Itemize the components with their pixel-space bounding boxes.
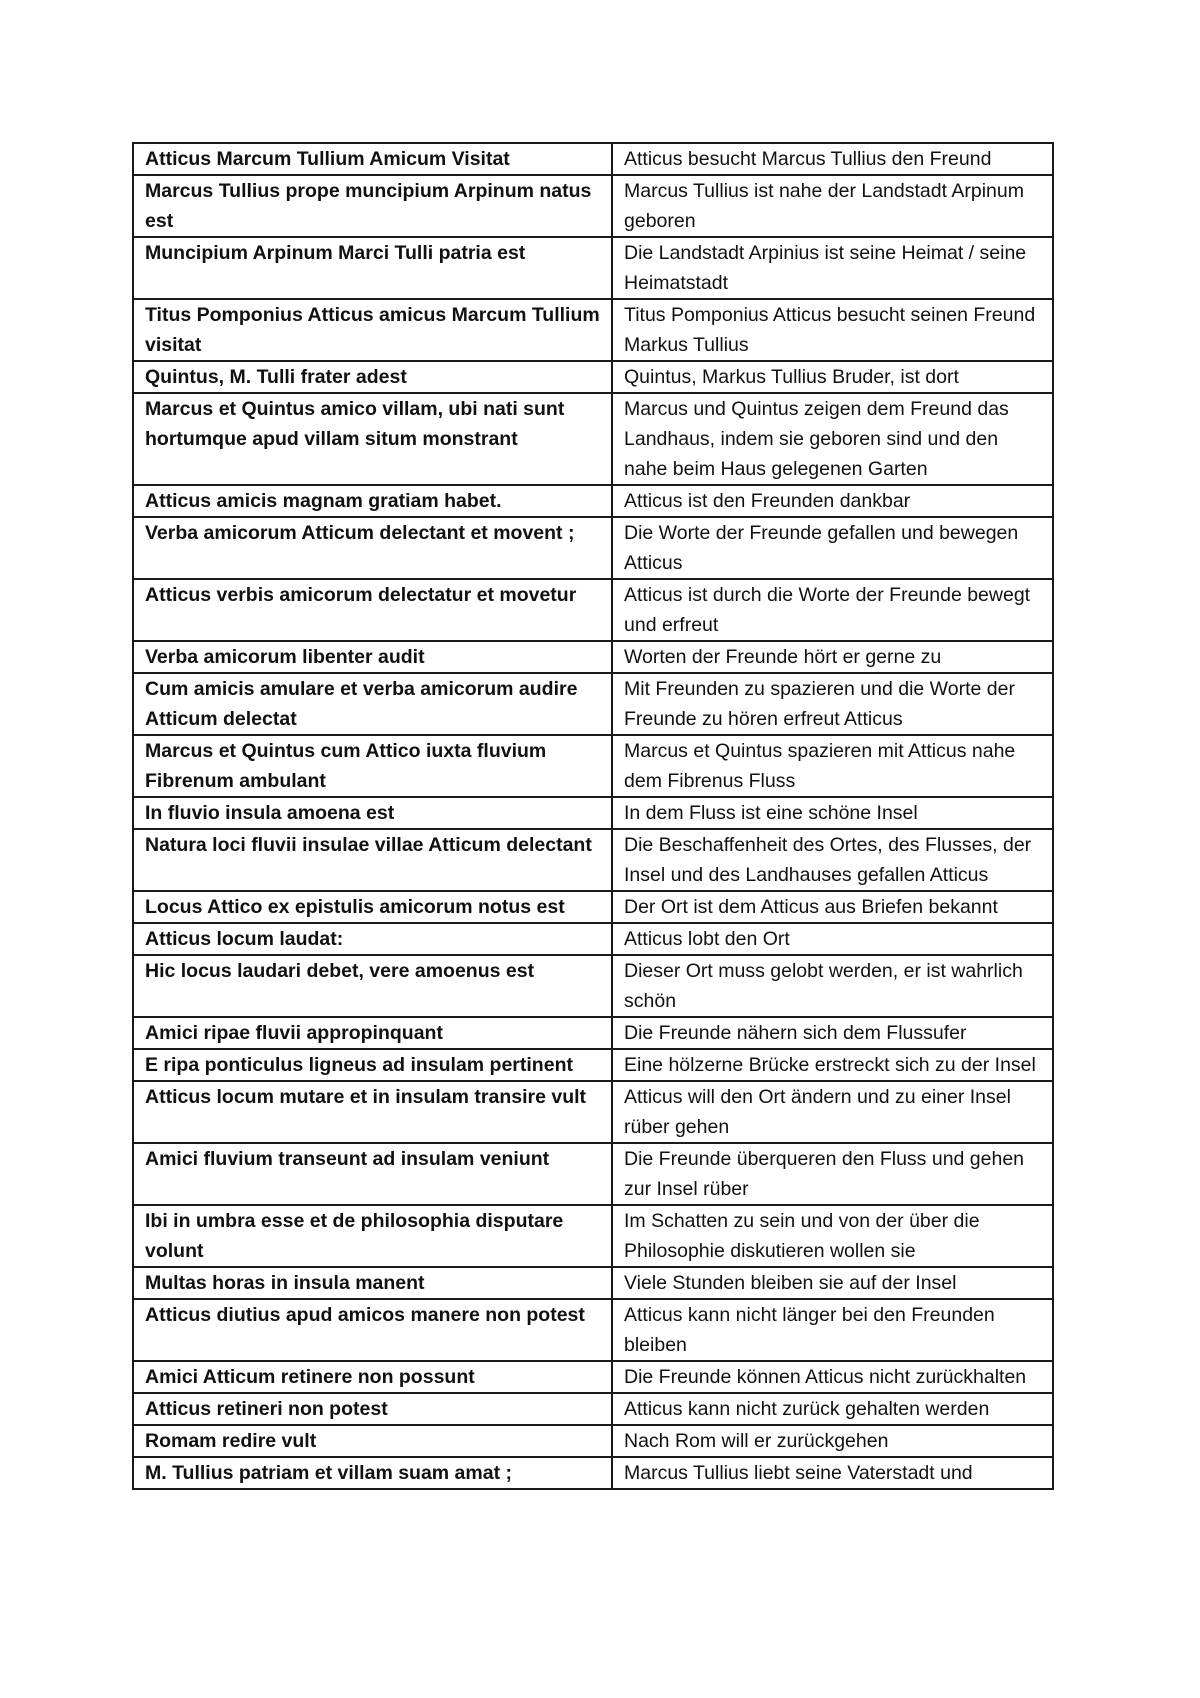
latin-cell: Atticus locum mutare et in insulam transire vult: [133, 1081, 612, 1143]
table-row: [133, 1425, 1053, 1457]
latin-cell: Atticus retineri non potest: [133, 1393, 612, 1425]
latin-cell: Atticus locum laudat:: [133, 923, 612, 955]
german-cell: Die Freunde nähern sich dem Flussufer: [612, 1017, 1053, 1049]
table-row: [133, 1267, 1053, 1299]
latin-cell: Amici Atticum retinere non possunt: [133, 1361, 612, 1393]
latin-cell: Romam redire vult: [133, 1425, 612, 1457]
german-cell: Marcus Tullius liebt seine Vaterstadt und: [612, 1457, 1053, 1489]
latin-cell: Quintus, M. Tulli frater adest: [133, 361, 612, 393]
german-cell: Die Freunde können Atticus nicht zurückhalten: [612, 1361, 1053, 1393]
latin-cell: Verba amicorum libenter audit: [133, 641, 612, 673]
table-row: [133, 1049, 1053, 1081]
german-cell: Quintus, Markus Tullius Bruder, ist dort: [612, 361, 1053, 393]
table-row: [133, 143, 1053, 175]
table-row: [133, 299, 1053, 361]
table-row: [133, 1017, 1053, 1049]
table-row: [133, 891, 1053, 923]
table-row: [133, 1299, 1053, 1361]
german-cell: Die Landstadt Arpinius ist seine Heimat / seine Heimatstadt: [612, 237, 1053, 299]
german-cell: Atticus lobt den Ort: [612, 923, 1053, 955]
latin-cell: Marcus et Quintus cum Attico iuxta fluvium Fibrenum ambulant: [133, 735, 612, 797]
german-cell: Der Ort ist dem Atticus aus Briefen bekannt: [612, 891, 1053, 923]
table-row: [133, 735, 1053, 797]
german-cell: In dem Fluss ist eine schöne Insel: [612, 797, 1053, 829]
latin-cell: E ripa ponticulus ligneus ad insulam pertinent: [133, 1049, 612, 1081]
latin-cell: Amici fluvium transeunt ad insulam veniunt: [133, 1143, 612, 1205]
table-row: [133, 393, 1053, 485]
latin-cell: Atticus verbis amicorum delectatur et movetur: [133, 579, 612, 641]
table-row: [133, 1457, 1053, 1489]
german-cell: Titus Pomponius Atticus besucht seinen Freund Markus Tullius: [612, 299, 1053, 361]
table-row: [133, 641, 1053, 673]
table-row: [133, 175, 1053, 237]
german-cell: Atticus kann nicht länger bei den Freunden bleiben: [612, 1299, 1053, 1361]
german-cell: Die Beschaffenheit des Ortes, des Flusses, der Insel und des Landhauses gefallen Atticus: [612, 829, 1053, 891]
latin-cell: Ibi in umbra esse et de philosophia disputare volunt: [133, 1205, 612, 1267]
german-cell: Atticus ist den Freunden dankbar: [612, 485, 1053, 517]
german-cell: Marcus et Quintus spazieren mit Atticus nahe dem Fibrenus Fluss: [612, 735, 1053, 797]
german-cell: Atticus will den Ort ändern und zu einer Insel rüber gehen: [612, 1081, 1053, 1143]
translation-table-body: [133, 143, 1053, 1489]
latin-cell: Atticus diutius apud amicos manere non potest: [133, 1299, 612, 1361]
table-row: [133, 237, 1053, 299]
latin-cell: Marcus Tullius prope muncipium Arpinum natus est: [133, 175, 612, 237]
latin-cell: Muncipium Arpinum Marci Tulli patria est: [133, 237, 612, 299]
latin-cell: Hic locus laudari debet, vere amoenus est: [133, 955, 612, 1017]
table-row: [133, 517, 1053, 579]
latin-cell: Atticus Marcum Tullium Amicum Visitat: [133, 143, 612, 175]
latin-cell: Multas horas in insula manent: [133, 1267, 612, 1299]
german-cell: Die Freunde überqueren den Fluss und gehen zur Insel rüber: [612, 1143, 1053, 1205]
latin-cell: M. Tullius patriam et villam suam amat ;: [133, 1457, 612, 1489]
latin-cell: Verba amicorum Atticum delectant et movent ;: [133, 517, 612, 579]
table-row: [133, 485, 1053, 517]
table-row: [133, 1393, 1053, 1425]
latin-cell: Titus Pomponius Atticus amicus Marcum Tullium visitat: [133, 299, 612, 361]
table-row: [133, 829, 1053, 891]
table-row: [133, 673, 1053, 735]
german-cell: Im Schatten zu sein und von der über die Philosophie diskutieren wollen sie: [612, 1205, 1053, 1267]
latin-cell: Natura loci fluvii insulae villae Atticum delectant: [133, 829, 612, 891]
table-row: [133, 579, 1053, 641]
table-row: [133, 955, 1053, 1017]
table-row: [133, 797, 1053, 829]
table-row: [133, 1205, 1053, 1267]
latin-cell: Atticus amicis magnam gratiam habet.: [133, 485, 612, 517]
latin-cell: Cum amicis amulare et verba amicorum audire Atticum delectat: [133, 673, 612, 735]
german-cell: Atticus besucht Marcus Tullius den Freund: [612, 143, 1053, 175]
german-cell: Mit Freunden zu spazieren und die Worte der Freunde zu hören erfreut Atticus: [612, 673, 1053, 735]
german-cell: Marcus Tullius ist nahe der Landstadt Arpinum geboren: [612, 175, 1053, 237]
latin-cell: Locus Attico ex epistulis amicorum notus est: [133, 891, 612, 923]
latin-cell: Marcus et Quintus amico villam, ubi nati sunt hortumque apud villam situm monstrant: [133, 393, 612, 485]
latin-cell: In fluvio insula amoena est: [133, 797, 612, 829]
german-cell: Worten der Freunde hört er gerne zu: [612, 641, 1053, 673]
german-cell: Dieser Ort muss gelobt werden, er ist wahrlich schön: [612, 955, 1053, 1017]
table-row: [133, 923, 1053, 955]
table-row: [133, 361, 1053, 393]
latin-cell: Amici ripae fluvii appropinquant: [133, 1017, 612, 1049]
german-cell: Die Worte der Freunde gefallen und bewegen Atticus: [612, 517, 1053, 579]
german-cell: Eine hölzerne Brücke erstreckt sich zu der Insel: [612, 1049, 1053, 1081]
translation-table: [132, 142, 1054, 1490]
german-cell: Viele Stunden bleiben sie auf der Insel: [612, 1267, 1053, 1299]
german-cell: Nach Rom will er zurückgehen: [612, 1425, 1053, 1457]
german-cell: Atticus ist durch die Worte der Freunde bewegt und erfreut: [612, 579, 1053, 641]
table-row: [133, 1143, 1053, 1205]
german-cell: Atticus kann nicht zurück gehalten werden: [612, 1393, 1053, 1425]
table-row: [133, 1081, 1053, 1143]
german-cell: Marcus und Quintus zeigen dem Freund das Landhaus, indem sie geboren sind und den nahe beim Haus gelegenen Garten: [612, 393, 1053, 485]
table-row: [133, 1361, 1053, 1393]
